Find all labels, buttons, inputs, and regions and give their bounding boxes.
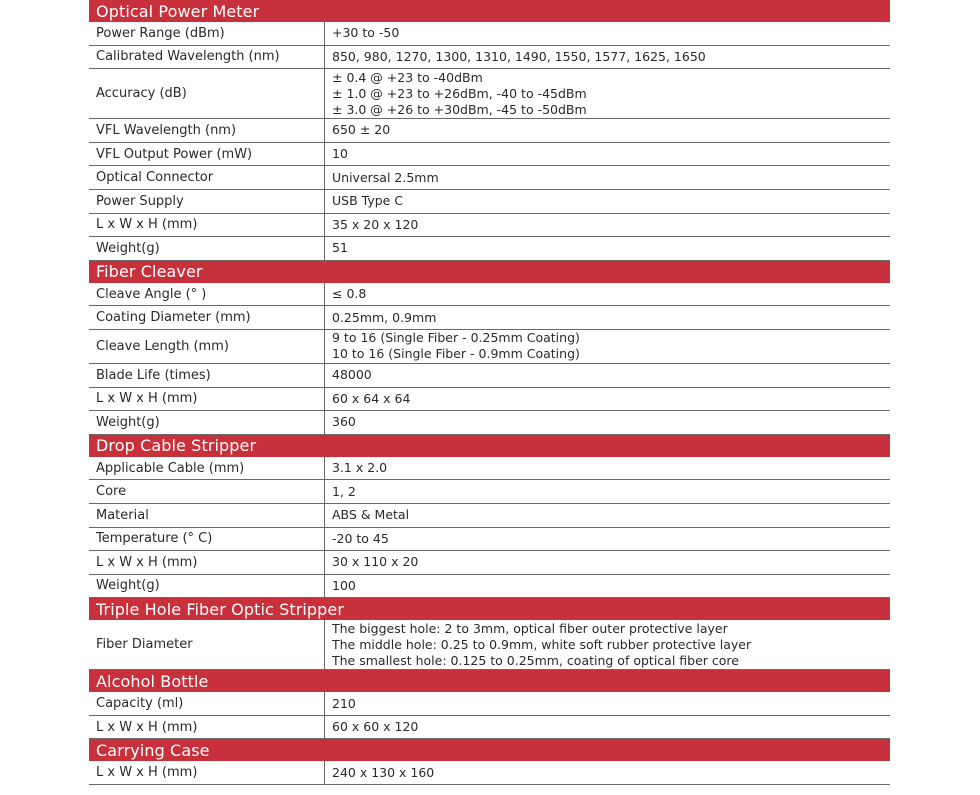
spec-row — [89, 306, 890, 330]
spec-label: Calibrated Wavelength (nm) — [89, 46, 325, 69]
spec-label: Weight(g) — [89, 575, 325, 598]
spec-value-line: 10 — [332, 146, 348, 162]
section-header: Triple Hole Fiber Optic Stripper — [89, 598, 890, 620]
spec-value-line: The biggest hole: 2 to 3mm, optical fiber outer protective layer — [332, 620, 728, 636]
spec-label: L x W x H (mm) — [89, 716, 325, 739]
spec-label: Capacity (ml) — [89, 692, 325, 715]
spec-row — [89, 283, 890, 307]
spec-row — [89, 214, 890, 238]
spec-value — [325, 761, 890, 784]
section-header: Alcohol Bottle — [89, 670, 890, 692]
spec-row — [89, 143, 890, 167]
spec-label: Weight(g) — [89, 411, 325, 434]
spec-row — [89, 551, 890, 575]
spec-label: L x W x H (mm) — [89, 761, 325, 784]
spec-value-line: The middle hole: 0.25 to 0.9mm, white soft rubber protective layer — [332, 636, 752, 652]
spec-value-line: ± 0.4 @ +23 to -40dBm — [332, 69, 483, 85]
spec-value-line: 30 x 110 x 20 — [332, 554, 419, 570]
spec-row — [89, 480, 890, 504]
spec-value — [325, 283, 890, 306]
spec-value-line: 10 to 16 (Single Fiber - 0.9mm Coating) — [332, 346, 580, 362]
spec-value-line: +30 to -50 — [332, 25, 400, 41]
spec-label: Power Range (dBm) — [89, 22, 325, 45]
spec-label: Accuracy (dB) — [89, 69, 325, 118]
spec-row — [89, 528, 890, 552]
spec-value — [325, 330, 890, 363]
spec-value — [325, 388, 890, 411]
spec-label: Material — [89, 504, 325, 527]
spec-row — [89, 364, 890, 388]
spec-label: Cleave Angle (° ) — [89, 283, 325, 306]
spec-label: Cleave Length (mm) — [89, 330, 325, 363]
spec-row — [89, 69, 890, 119]
spec-value-line: 0.25mm, 0.9mm — [332, 309, 437, 325]
spec-label: L x W x H (mm) — [89, 551, 325, 574]
spec-value — [325, 306, 890, 329]
spec-value — [325, 190, 890, 213]
spec-label: Coating Diameter (mm) — [89, 306, 325, 329]
spec-value — [325, 214, 890, 237]
spec-value — [325, 575, 890, 598]
spec-row — [89, 411, 890, 435]
spec-value — [325, 528, 890, 551]
spec-value-line: 9 to 16 (Single Fiber - 0.25mm Coating) — [332, 330, 580, 346]
spec-row — [89, 575, 890, 599]
spec-value-line: 35 x 20 x 120 — [332, 216, 419, 232]
spec-row — [89, 620, 890, 670]
spec-value-line: 100 — [332, 577, 356, 593]
spec-value-line: 650 ± 20 — [332, 122, 391, 138]
spec-value — [325, 716, 890, 739]
spec-value-line: ABS & Metal — [332, 507, 410, 523]
spec-value-line: 1, 2 — [332, 483, 356, 499]
spec-row — [89, 22, 890, 46]
spec-value — [325, 364, 890, 387]
spec-value-line: 850, 980, 1270, 1300, 1310, 1490, 1550, 1577, 1625, 1650 — [332, 48, 706, 64]
spec-value — [325, 480, 890, 503]
spec-row — [89, 388, 890, 412]
spec-row — [89, 166, 890, 190]
spec-value — [325, 692, 890, 715]
section-header: Fiber Cleaver — [89, 261, 890, 283]
spec-row — [89, 46, 890, 70]
spec-row — [89, 330, 890, 364]
spec-value — [325, 46, 890, 69]
spec-value-line: 48000 — [332, 367, 372, 383]
spec-value — [325, 143, 890, 166]
spec-value — [325, 22, 890, 45]
spec-value-line: -20 to 45 — [332, 530, 389, 546]
spec-label: Optical Connector — [89, 166, 325, 189]
spec-row — [89, 504, 890, 528]
spec-value-line: 60 x 64 x 64 — [332, 390, 411, 406]
spec-value — [325, 457, 890, 480]
spec-value — [325, 166, 890, 189]
spec-row — [89, 716, 890, 740]
spec-value-line: ± 1.0 @ +23 to +26dBm, -40 to -45dBm — [332, 85, 587, 101]
spec-value-line: 3.1 x 2.0 — [332, 460, 388, 476]
spec-table — [89, 0, 890, 785]
spec-value-line: Universal 2.5mm — [332, 169, 439, 185]
section-header: Carrying Case — [89, 739, 890, 761]
spec-row — [89, 237, 890, 261]
spec-value-line: ± 3.0 @ +26 to +30dBm, -45 to -50dBm — [332, 101, 587, 117]
section-header: Optical Power Meter — [89, 0, 890, 22]
spec-label: Weight(g) — [89, 237, 325, 260]
spec-value — [325, 504, 890, 527]
spec-value-line: USB Type C — [332, 193, 404, 209]
spec-value-line: The smallest hole: 0.125 to 0.25mm, coating of optical fiber core — [332, 652, 739, 668]
spec-value-line: ≤ 0.8 — [332, 286, 367, 302]
spec-row — [89, 457, 890, 481]
spec-value — [325, 119, 890, 142]
spec-label: VFL Wavelength (nm) — [89, 119, 325, 142]
spec-label: Temperature (° C) — [89, 528, 325, 551]
spec-value — [325, 411, 890, 434]
spec-row — [89, 692, 890, 716]
spec-label: Power Supply — [89, 190, 325, 213]
spec-value-line: 60 x 60 x 120 — [332, 719, 419, 735]
spec-value-line: 210 — [332, 695, 356, 711]
spec-value-line: 51 — [332, 240, 348, 256]
spec-value-line: 360 — [332, 414, 356, 430]
spec-label: Core — [89, 480, 325, 503]
spec-label: Applicable Cable (mm) — [89, 457, 325, 480]
spec-value — [325, 551, 890, 574]
spec-value — [325, 237, 890, 260]
spec-label: Blade Life (times) — [89, 364, 325, 387]
spec-label: VFL Output Power (mW) — [89, 143, 325, 166]
section-header: Drop Cable Stripper — [89, 435, 890, 457]
spec-row — [89, 761, 890, 785]
spec-value — [325, 620, 890, 669]
spec-row — [89, 119, 890, 143]
spec-row — [89, 190, 890, 214]
spec-value-line: 240 x 130 x 160 — [332, 764, 435, 780]
spec-value — [325, 69, 890, 118]
spec-label: Fiber Diameter — [89, 620, 325, 669]
spec-label: L x W x H (mm) — [89, 388, 325, 411]
spec-label: L x W x H (mm) — [89, 214, 325, 237]
